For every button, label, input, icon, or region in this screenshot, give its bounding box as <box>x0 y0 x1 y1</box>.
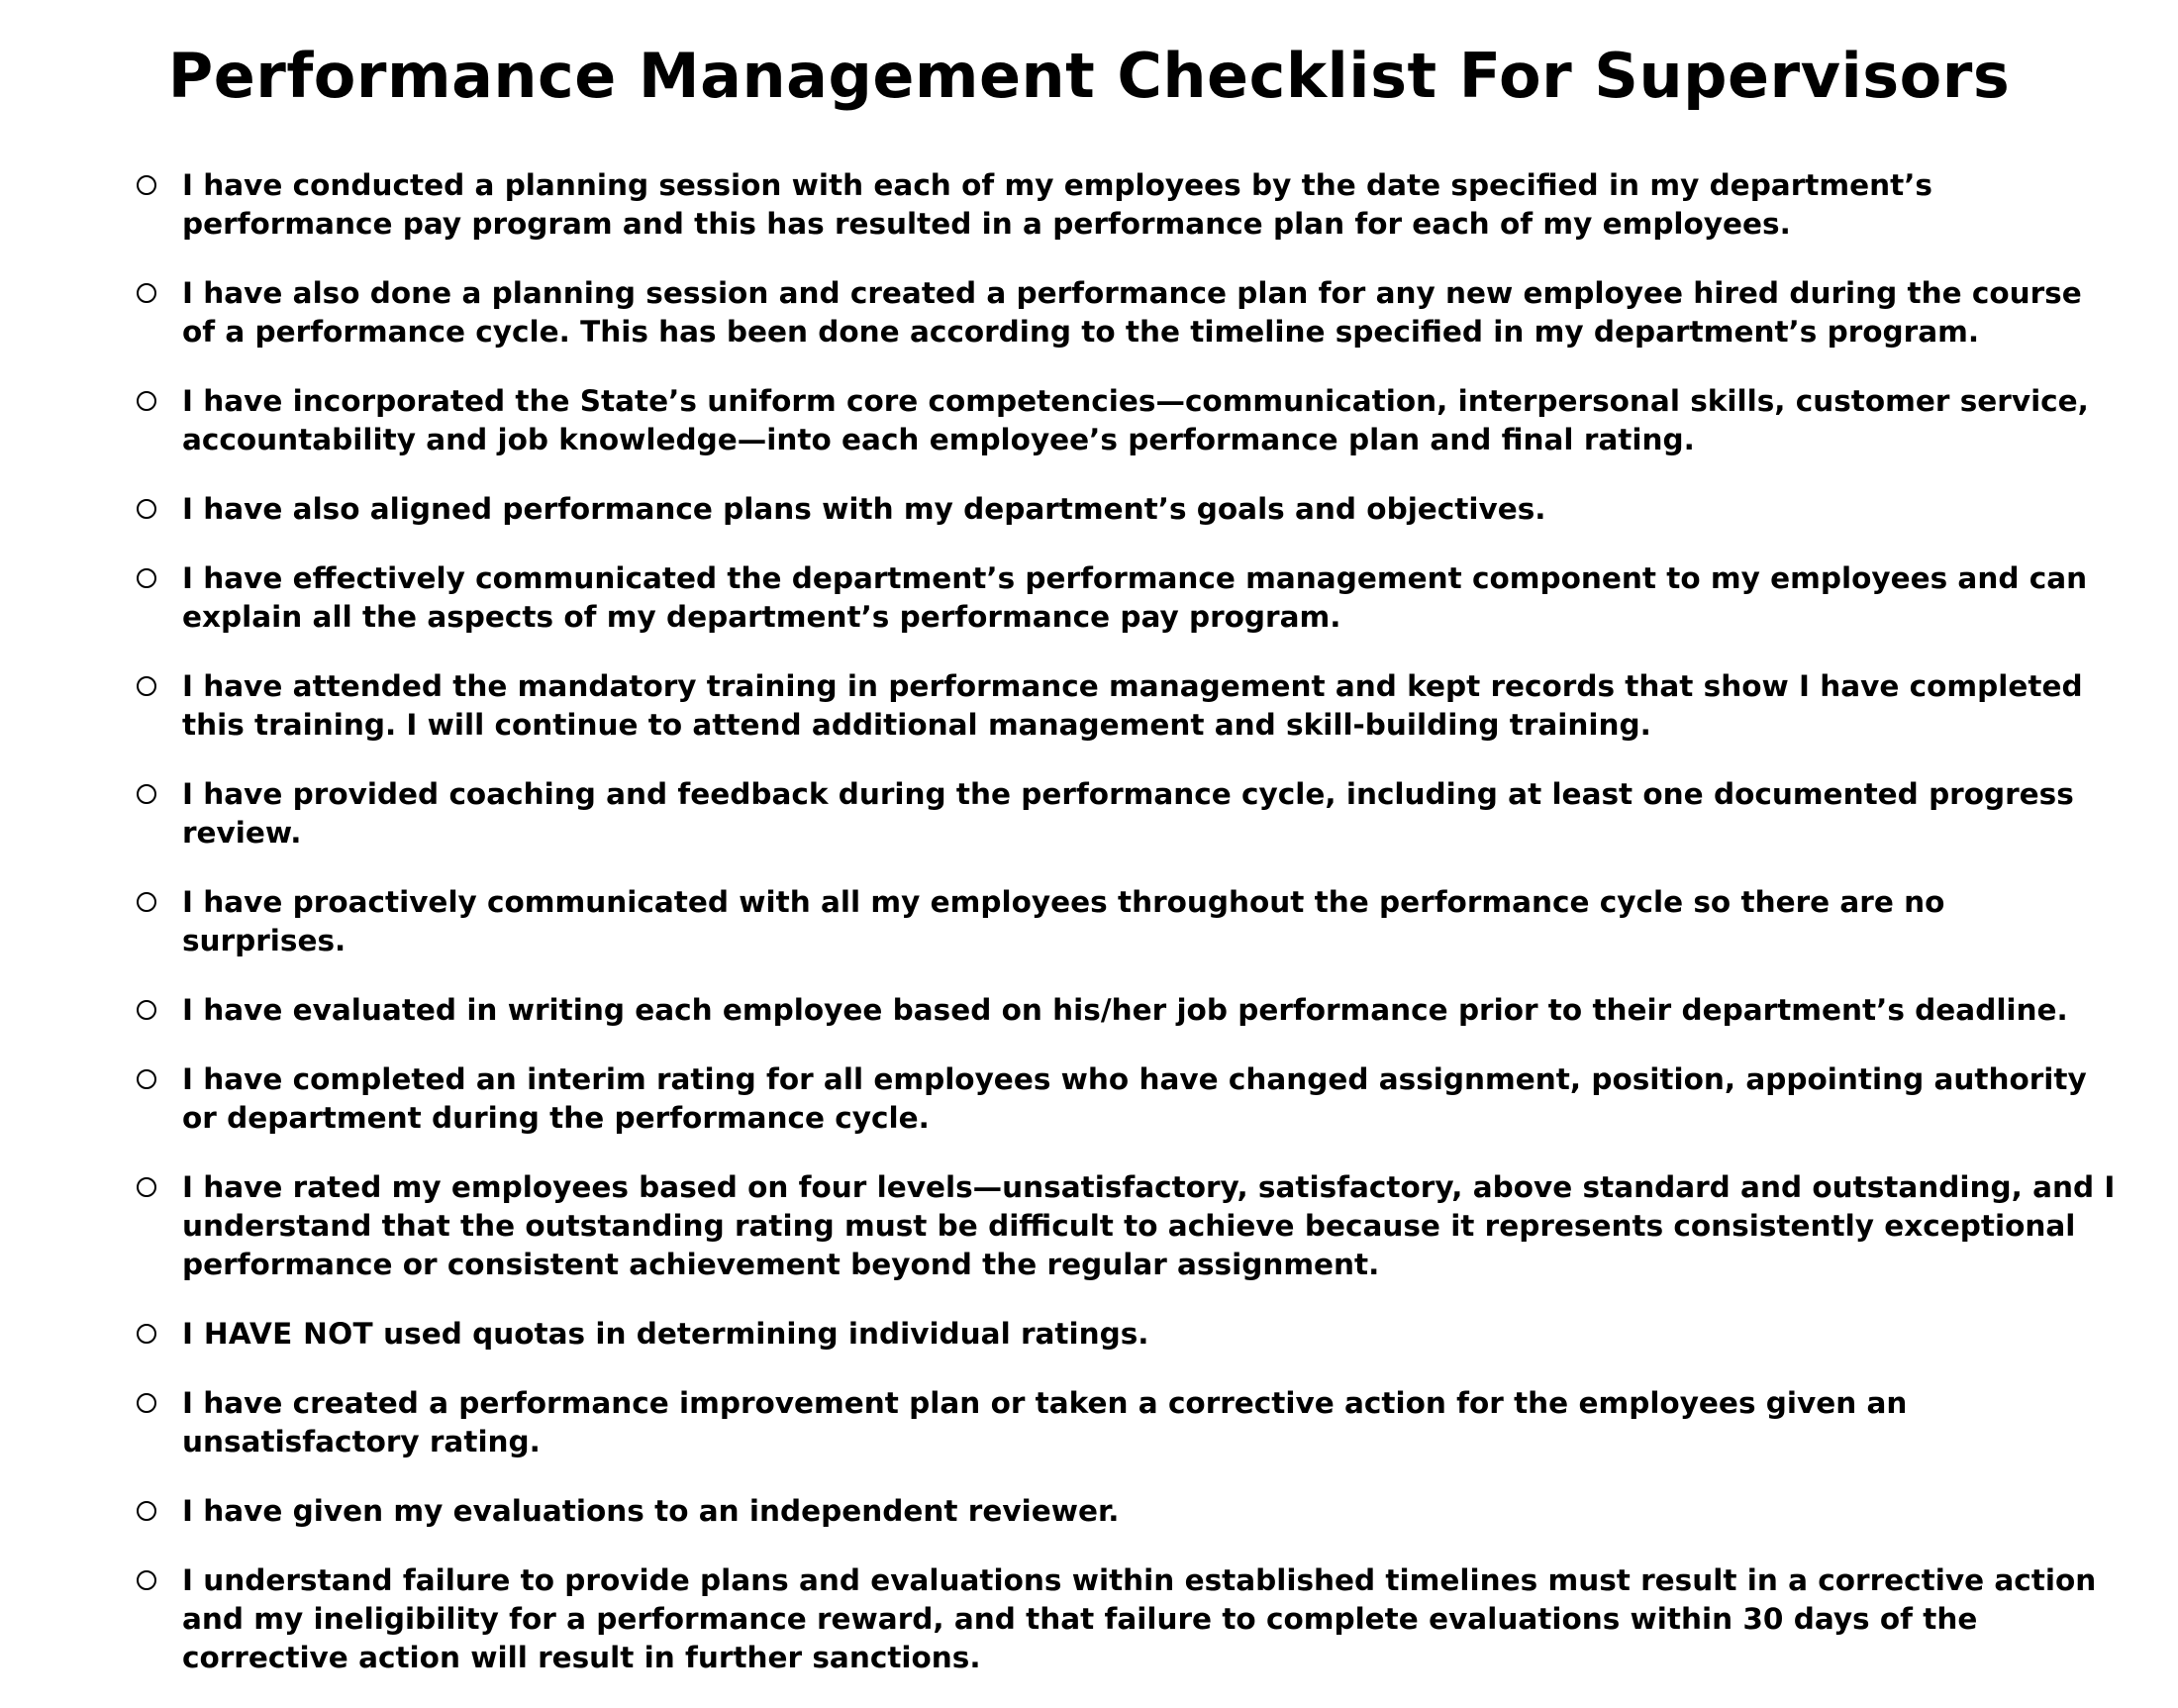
checklist-item <box>137 274 2117 352</box>
checklist-item <box>137 1492 2117 1531</box>
checklist-item <box>137 166 2117 244</box>
checkbox-circle-icon[interactable] <box>137 283 156 303</box>
checklist-item-text: I have rated my employees based on four levels—unsatisfactory, satisfactory, above standard and outstanding, and I understand that the outstanding rating must be difficult to achieve because it represents consistently exceptional performance or consistent achievement beyond the regular assignment. <box>182 1170 2116 1281</box>
checklist-item <box>137 775 2117 853</box>
checklist-item <box>137 1384 2117 1461</box>
checklist-item-text: I have also done a planning session and created a performance plan for any new employee hired during the course of a performance cycle. This has been done according to the timeline specified in my department’s program. <box>182 276 2082 349</box>
checklist-item-text: I have attended the mandatory training in performance management and kept records that show I have completed this training. I will continue to attend additional management and skill-building training. <box>182 669 2083 742</box>
checklist-item <box>137 667 2117 745</box>
checklist-item <box>137 559 2117 637</box>
checklist-item-text <box>182 1315 2117 1354</box>
checklist-item-text: I have incorporated the State’s uniform core competencies—communication, interpersonal skills, customer service, accountability and job knowledge—into each employee’s performance plan and final rating. <box>182 384 2089 456</box>
checkbox-circle-icon[interactable] <box>137 175 156 195</box>
checkbox-circle-icon[interactable] <box>137 1570 156 1590</box>
checklist-item-text: I understand failure to provide plans and evaluations within established timelines must result in a corrective action and my ineligibility for a performance reward, and that failure to complete evaluations within 30 days of the corrective action will result in further sanctions. <box>182 1563 2097 1674</box>
checklist-item-text: I have created a performance improvement plan or taken a corrective action for the employees given an unsatisfactory rating. <box>182 1386 1908 1458</box>
checklist-item-text: I have conducted a planning session with each of my employees by the date specified in my department’s performance pay program and this has resulted in a performance plan for each of my employees. <box>182 168 1932 241</box>
checklist-item-text: I have completed an interim rating for all employees who have changed assignment, position, appointing authority or department during the performance cycle. <box>182 1062 2087 1135</box>
checklist-item-text: I have proactively communicated with all my employees throughout the performance cycle so there are no surprises. <box>182 885 1945 957</box>
checkbox-circle-icon[interactable] <box>137 784 156 804</box>
checklist-item-text: I have provided coaching and feedback during the performance cycle, including at least one documented progress review. <box>182 777 2074 850</box>
checklist-item <box>137 490 2117 529</box>
checklist-item <box>137 991 2117 1030</box>
checklist-item-emphasis: I HAVE NOT <box>182 1317 373 1351</box>
checkbox-circle-icon[interactable] <box>137 676 156 696</box>
checklist-item-rest: used quotas in determining individual ratings. <box>372 1317 1149 1351</box>
checkbox-circle-icon[interactable] <box>137 568 156 588</box>
checkbox-circle-icon[interactable] <box>137 892 156 912</box>
checklist-item <box>137 1168 2117 1284</box>
checkbox-circle-icon[interactable] <box>137 1000 156 1020</box>
checklist-item <box>137 1561 2117 1677</box>
checklist-item <box>137 1060 2117 1138</box>
checklist-item <box>137 883 2117 960</box>
checklist-item <box>137 1315 2117 1354</box>
checkbox-circle-icon[interactable] <box>137 391 156 411</box>
checklist <box>137 166 2117 1708</box>
checklist-item <box>137 382 2117 459</box>
checklist-item-text: I have given my evaluations to an independent reviewer. <box>182 1494 1120 1528</box>
page-title: Performance Management Checklist For Supervisors <box>167 40 2011 112</box>
checklist-item-text: I have also aligned performance plans with my department’s goals and objectives. <box>182 492 1546 526</box>
checkbox-circle-icon[interactable] <box>137 1069 156 1089</box>
checkbox-circle-icon[interactable] <box>137 1177 156 1197</box>
checkbox-circle-icon[interactable] <box>137 1501 156 1521</box>
checkbox-circle-icon[interactable] <box>137 499 156 519</box>
checklist-item-text: I have effectively communicated the department’s performance management component to my employees and can explain all the aspects of my department’s performance pay program. <box>182 561 2088 634</box>
checkbox-circle-icon[interactable] <box>137 1393 156 1413</box>
checklist-item-text: I have evaluated in writing each employee based on his/her job performance prior to their department’s deadline. <box>182 993 2068 1027</box>
checkbox-circle-icon[interactable] <box>137 1324 156 1344</box>
